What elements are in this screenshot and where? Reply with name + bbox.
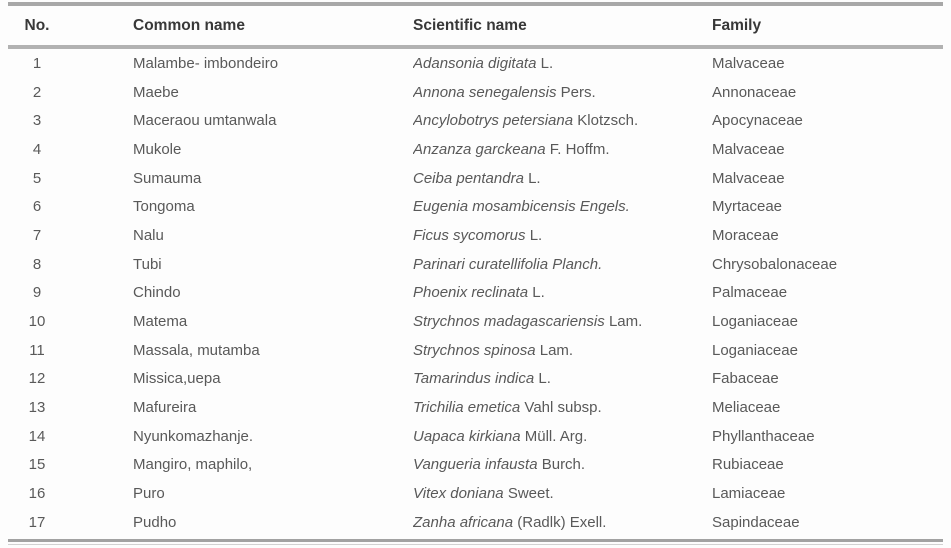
cell-common-name: Nyunkomazhanje. <box>133 427 254 445</box>
cell-no: 16 <box>28 485 46 503</box>
scientific-name-italic: Ancylobotrys petersiana <box>413 112 574 130</box>
cell-common-name: Maceraou umtanwala <box>133 112 277 130</box>
cell-scientific-name <box>413 164 712 193</box>
scientific-name-authority: Sweet. <box>507 485 554 503</box>
col-header-family: Family <box>712 6 943 47</box>
cell-no: 2 <box>32 83 42 101</box>
cell-scientific-name <box>413 47 712 78</box>
cell-common-name: Pudho <box>133 513 177 531</box>
cell-family: Myrtaceae <box>712 198 783 216</box>
cell-family: Annonaceae <box>712 83 797 101</box>
cell-no: 4 <box>32 140 42 158</box>
cell-scientific-name <box>413 135 712 164</box>
scientific-name-italic: Parinari curatellifolia Planch. <box>413 255 603 273</box>
cell-no: 14 <box>28 427 46 445</box>
cell-family: Palmaceae <box>712 284 788 302</box>
scientific-name-italic: Uapaca kirkiana <box>413 427 521 445</box>
cell-no: 15 <box>28 456 46 474</box>
cell-common-name: Mafureira <box>133 399 197 417</box>
cell-no: 10 <box>28 313 46 331</box>
cell-family: Rubiaceae <box>712 456 784 474</box>
cell-no: 12 <box>28 370 46 388</box>
table-row <box>8 47 943 78</box>
cell-common-name: Missica,uepa <box>133 370 221 388</box>
cell-no: 17 <box>28 513 46 531</box>
cell-scientific-name <box>413 307 712 336</box>
table-row <box>8 279 943 308</box>
cell-scientific-name <box>413 336 712 365</box>
cell-family: Malvaceae <box>712 54 785 72</box>
cell-family: Loganiaceae <box>712 313 798 331</box>
cell-no: 3 <box>32 112 42 130</box>
scientific-name-authority: Lam. <box>608 313 643 331</box>
cell-scientific-name <box>413 451 712 480</box>
table-header-row <box>8 6 943 47</box>
scientific-name-authority: L. <box>538 370 551 388</box>
table-row <box>8 336 943 365</box>
cell-common-name: Tubi <box>133 255 162 273</box>
cell-no: 8 <box>32 255 42 273</box>
table-row <box>8 164 943 193</box>
table-body <box>8 47 943 537</box>
cell-common-name: Mukole <box>133 140 182 158</box>
cell-family: Lamiaceae <box>712 485 786 503</box>
cell-no: 5 <box>32 169 42 187</box>
cell-common-name: Malambe- imbondeiro <box>133 54 279 72</box>
table-row <box>8 192 943 221</box>
cell-family: Loganiaceae <box>712 341 798 359</box>
cell-scientific-name <box>413 479 712 508</box>
cell-scientific-name <box>413 250 712 279</box>
cell-common-name: Nalu <box>133 226 164 244</box>
table-row <box>8 479 943 508</box>
scientific-name-authority: (Radlk) Exell. <box>517 513 607 531</box>
scientific-name-authority: Burch. <box>541 456 586 474</box>
scientific-name-authority: Klotzsch. <box>577 112 639 130</box>
cell-family: Malvaceae <box>712 169 785 187</box>
cell-no: 1 <box>32 54 42 72</box>
table-row <box>8 135 943 164</box>
table-row <box>8 106 943 135</box>
cell-no: 11 <box>29 341 45 359</box>
cell-family: Phyllanthaceae <box>712 427 815 445</box>
scientific-name-authority: L. <box>528 169 541 187</box>
cell-family: Malvaceae <box>712 140 785 158</box>
cell-family: Fabaceae <box>712 370 779 388</box>
scientific-name-authority: Vahl subsp. <box>524 399 602 417</box>
scientific-name-italic: Vitex doniana <box>413 485 504 503</box>
col-header-common-name: Common name <box>66 6 413 47</box>
scientific-name-italic: Trichilia emetica <box>413 399 521 417</box>
scientific-name-italic: Strychnos spinosa <box>413 341 536 359</box>
cell-scientific-name <box>413 192 712 221</box>
cell-common-name: Maebe <box>133 83 179 101</box>
cell-scientific-name <box>413 393 712 422</box>
cell-scientific-name <box>413 221 712 250</box>
scientific-name-italic: Vangueria infausta <box>413 456 538 474</box>
table-row <box>8 393 943 422</box>
scientific-name-italic: Adansonia digitata <box>413 54 537 72</box>
scientific-name-authority: Pers. <box>560 83 596 101</box>
scientific-name-italic: Zanha africana <box>413 513 514 531</box>
table-row <box>8 508 943 537</box>
table-row <box>8 78 943 107</box>
cell-scientific-name <box>413 106 712 135</box>
cell-common-name: Chindo <box>133 284 181 302</box>
cell-common-name: Mangiro, maphilo, <box>133 456 253 474</box>
cell-common-name: Tongoma <box>133 198 195 216</box>
table-row <box>8 365 943 394</box>
cell-family: Chrysobalonaceae <box>712 255 838 273</box>
scientific-name-italic: Annona senegalensis <box>413 83 557 101</box>
scientific-name-authority: L. <box>532 284 545 302</box>
cell-family: Meliaceae <box>712 399 781 417</box>
bottom-rule <box>8 539 943 542</box>
cell-family: Apocynaceae <box>712 112 803 130</box>
cell-no: 9 <box>32 284 42 302</box>
cell-no: 7 <box>32 226 42 244</box>
cell-family: Sapindaceae <box>712 513 800 531</box>
scientific-name-authority: Lam. <box>539 341 574 359</box>
scientific-name-italic: Tamarindus indica <box>413 370 535 388</box>
scientific-name-italic: Strychnos madagascariensis <box>413 313 605 331</box>
bottom-rule-shadow <box>8 544 943 545</box>
col-header-no: No. <box>8 6 66 47</box>
table-row <box>8 250 943 279</box>
table-row <box>8 451 943 480</box>
cell-scientific-name <box>413 422 712 451</box>
scientific-name-authority: F. Hoffm. <box>549 140 610 158</box>
cell-common-name: Massala, mutamba <box>133 341 260 359</box>
table-row <box>8 307 943 336</box>
scientific-name-authority: L. <box>540 54 554 72</box>
cell-scientific-name <box>413 508 712 537</box>
scientific-name-italic: Anzanza garckeana <box>413 140 546 158</box>
table-row <box>8 422 943 451</box>
scientific-name-italic: Ceiba pentandra <box>413 169 524 187</box>
cell-scientific-name <box>413 78 712 107</box>
col-header-scientific-name: Scientific name <box>413 6 712 47</box>
cell-common-name: Matema <box>133 313 188 331</box>
cell-scientific-name <box>413 279 712 308</box>
cell-common-name: Sumauma <box>133 169 202 187</box>
scientific-name-italic: Ficus sycomorus <box>413 226 526 244</box>
cell-family: Moraceae <box>712 226 779 244</box>
species-table <box>8 6 943 537</box>
scientific-name-authority: Müll. Arg. <box>524 427 588 445</box>
species-table-wrap <box>8 2 943 545</box>
cell-no: 13 <box>28 399 46 417</box>
cell-common-name: Puro <box>133 485 165 503</box>
cell-no: 6 <box>32 198 42 216</box>
scientific-name-authority: L. <box>529 226 543 244</box>
cell-scientific-name <box>413 365 712 394</box>
scientific-name-italic: Phoenix reclinata <box>413 284 529 302</box>
table-row <box>8 221 943 250</box>
scientific-name-italic: Eugenia mosambicensis Engels. <box>413 198 630 216</box>
